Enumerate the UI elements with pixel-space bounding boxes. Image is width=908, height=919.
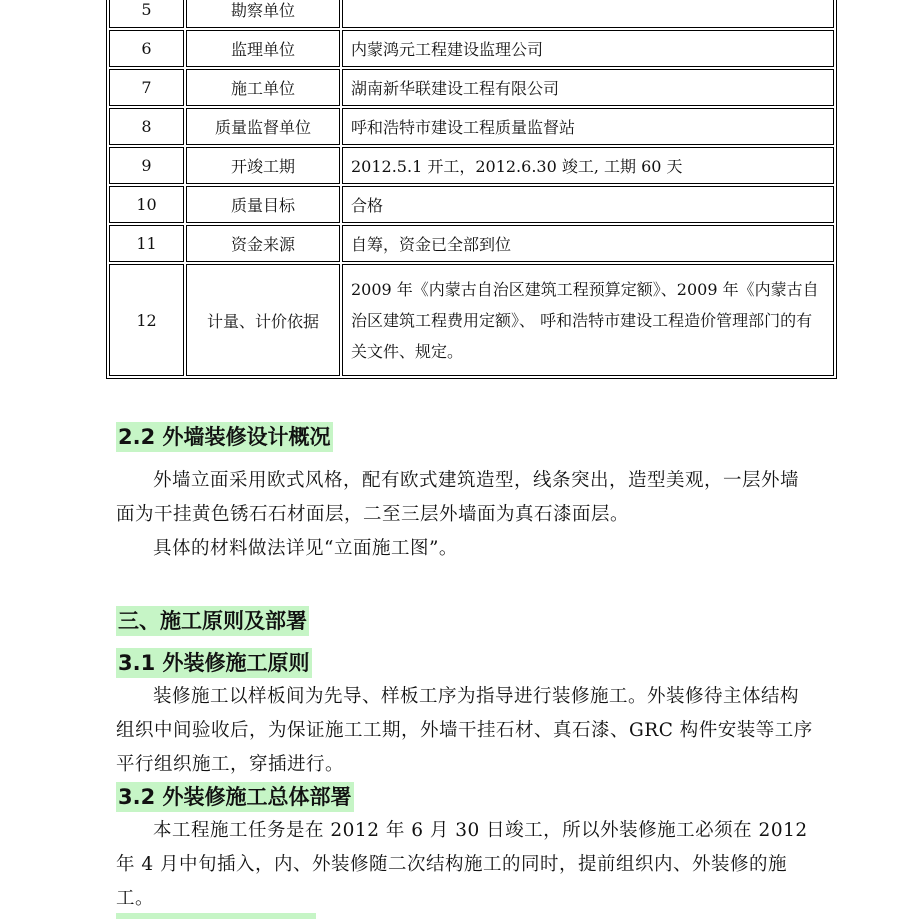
row-number: 6 bbox=[109, 30, 184, 67]
table-row bbox=[109, 186, 834, 223]
paragraph: 装修施工以样板间为先导、样板工序为指导进行装修施工。外装修待主体结构组织中间验收后，为保证施工工期，外墙干挂石材、真石漆、GRC 构件安装等工序平行组织施工，穿插进行。 bbox=[116, 686, 813, 775]
table-row bbox=[109, 108, 834, 145]
table-row bbox=[109, 147, 834, 184]
row-item: 监理单位 bbox=[186, 30, 340, 67]
row-value: 2009 年《内蒙古自治区建筑工程预算定额》、2009 年《内蒙古自治区建筑工程费用定额》、 呼和浩特市建设工程造价管理部门的有关文件、规定。 bbox=[342, 264, 834, 376]
section-heading-2-2: 2.2 外墙装修设计概况 bbox=[116, 422, 333, 452]
row-number: 9 bbox=[109, 147, 184, 184]
row-item: 勘察单位 bbox=[186, 0, 340, 28]
row-value: 内蒙鸿元工程建设监理公司 bbox=[342, 30, 834, 67]
section-heading-3-2: 3.2 外装修施工总体部署 bbox=[116, 782, 354, 812]
row-value: 呼和浩特市建设工程质量监督站 bbox=[342, 108, 834, 145]
table-row bbox=[109, 0, 834, 28]
table-row bbox=[109, 30, 834, 67]
project-info-table bbox=[106, 0, 837, 379]
row-item: 质量监督单位 bbox=[186, 108, 340, 145]
section-heading-3-1: 3.1 外装修施工原则 bbox=[116, 648, 312, 678]
paragraph: 外墙立面采用欧式风格，配有欧式建筑造型，线条突出，造型美观，一层外墙面为干挂黄色锈石石材面层，二至三层外墙面为真石漆面层。 bbox=[116, 470, 800, 525]
row-item: 计量、计价依据 bbox=[186, 264, 340, 376]
paragraph: 本工程施工任务是在 2012 年 6 月 30 日竣工，所以外装修施工必须在 2012 年 4 月中旬插入，内、外装修随二次结构施工的同时，提前组织内、外装修的施工。 bbox=[116, 820, 808, 909]
row-number: 10 bbox=[109, 186, 184, 223]
row-item: 施工单位 bbox=[186, 69, 340, 106]
row-number: 5 bbox=[109, 0, 184, 28]
paragraph: 具体的材料做法详见“立面施工图”。 bbox=[153, 538, 458, 559]
row-value: 2012.5.1 开工，2012.6.30 竣工, 工期 60 天 bbox=[342, 147, 834, 184]
section-heading-3: 三、施工原则及部署 bbox=[116, 606, 309, 636]
row-number: 8 bbox=[109, 108, 184, 145]
table-row bbox=[109, 225, 834, 262]
row-value bbox=[342, 0, 834, 28]
row-value: 自筹，资金已全部到位 bbox=[342, 225, 834, 262]
row-value: 湖南新华联建设工程有限公司 bbox=[342, 69, 834, 106]
row-number: 11 bbox=[109, 225, 184, 262]
row-item: 开竣工期 bbox=[186, 147, 340, 184]
row-number: 7 bbox=[109, 69, 184, 106]
table-row bbox=[109, 264, 834, 376]
row-item: 质量目标 bbox=[186, 186, 340, 223]
row-number: 12 bbox=[109, 264, 184, 376]
table-row bbox=[109, 69, 834, 106]
row-value: 合格 bbox=[342, 186, 834, 223]
row-item: 资金来源 bbox=[186, 225, 340, 262]
next-heading-highlight bbox=[116, 913, 316, 919]
